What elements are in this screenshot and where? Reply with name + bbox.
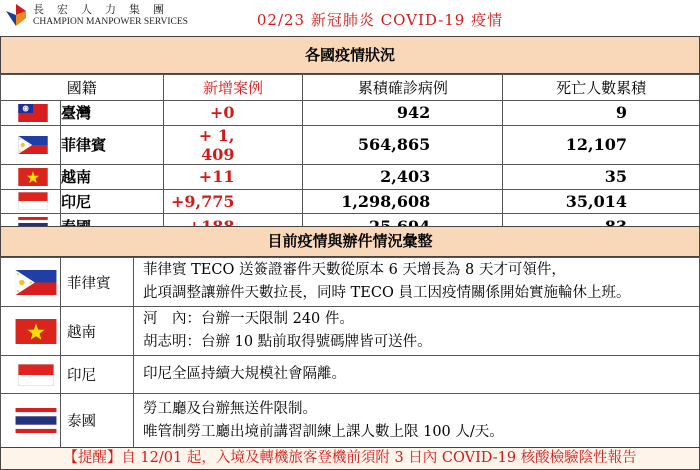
update-line: 河 內：台辦一天限制 240 件。: [143, 311, 354, 327]
country-name: 菲律賓: [60, 125, 163, 164]
update-line: 菲律賓 TECO 送簽證審件天數從原本 6 天增長為 8 天才可領件，: [143, 262, 566, 278]
philippines-flag-icon: [15, 136, 51, 154]
update-line: 此項調整讓辦件天數拉長，同時 TECO 員工因疫情關係開始實施輪休上班。: [143, 285, 631, 301]
update-row: [1, 356, 700, 394]
col-header-nationality: 國籍: [1, 75, 164, 101]
vietnam-flag-icon: [15, 319, 57, 344]
total-cases-value: 942: [303, 101, 503, 126]
company-name-cn: 長宏人力集團: [33, 3, 177, 16]
table-row: [1, 189, 700, 214]
deaths-value: 12,107: [503, 125, 700, 164]
deaths-value: 35,014: [503, 189, 700, 214]
indonesia-flag-icon: [15, 364, 57, 386]
deaths-value: 9: [503, 101, 700, 126]
col-header-total-cases: 累積確診病例: [303, 75, 503, 101]
section-title-country-status: 各國疫情狀況: [0, 36, 700, 74]
company-name-en: CHAMPION MANPOWER SERVICES: [33, 17, 188, 27]
update-text: [134, 394, 700, 448]
vietnam-flag-icon: [15, 168, 51, 186]
indonesia-flag-icon: [15, 192, 51, 210]
updates-table: [0, 257, 700, 448]
deaths-value: 35: [503, 164, 700, 189]
new-cases-value: +11: [163, 164, 303, 189]
update-country-name: 菲律賓: [61, 258, 134, 307]
update-line: 唯管制勞工廳出境前講習訓練上課人數上限 100 人/天。: [143, 423, 504, 440]
update-text: [134, 356, 700, 394]
total-cases-value: 2,403: [303, 164, 503, 189]
company-name: [33, 3, 188, 28]
update-line: 胡志明：台辦 10 點前取得號碼牌皆可送件。: [143, 334, 432, 350]
col-header-deaths: 死亡人數累積: [503, 75, 700, 101]
header: [0, 0, 700, 34]
company-logo: [4, 3, 28, 27]
update-line: 勞工廳及台辦無送件限制。: [143, 400, 317, 417]
thailand-flag-icon: [15, 408, 57, 433]
table-row: [1, 125, 700, 164]
table-header-row: [1, 75, 700, 101]
col-header-new-cases: 新增案例: [163, 75, 303, 101]
update-country-name: 印尼: [61, 356, 134, 394]
total-cases-value: 1,298,608: [303, 189, 503, 214]
update-row: [1, 394, 700, 448]
country-name: 印尼: [60, 189, 163, 214]
taiwan-flag-icon: [15, 104, 51, 122]
update-line: 印尼全區持續大規模社會隔離。: [143, 366, 346, 382]
update-text: [134, 258, 700, 307]
section-title-updates: 目前疫情與辦件情況彙整: [0, 226, 700, 257]
table-row: [1, 164, 700, 189]
update-country-name: 越南: [61, 307, 134, 356]
total-cases-value: 564,865: [303, 125, 503, 164]
update-text: [134, 307, 700, 356]
country-status-table: [0, 74, 700, 239]
new-cases-value: + 1, 409: [163, 125, 303, 164]
new-cases-value: +0: [163, 101, 303, 126]
table-row: [1, 101, 700, 126]
country-name: 越南: [60, 164, 163, 189]
report-title: 02/23 新冠肺炎 COVID-19 疫情: [256, 11, 504, 29]
reminder-banner: 【提醒】自 12/01 起，入境及轉機旅客登機前須附 3 日內 COVID-19 核酸檢驗陰性報告: [0, 447, 700, 470]
new-cases-value: +9,775: [163, 189, 303, 214]
update-row: [1, 307, 700, 356]
update-row: [1, 258, 700, 307]
update-country-name: 泰國: [61, 394, 134, 448]
philippines-flag-icon: [15, 270, 57, 295]
country-name: 臺灣: [60, 101, 163, 126]
